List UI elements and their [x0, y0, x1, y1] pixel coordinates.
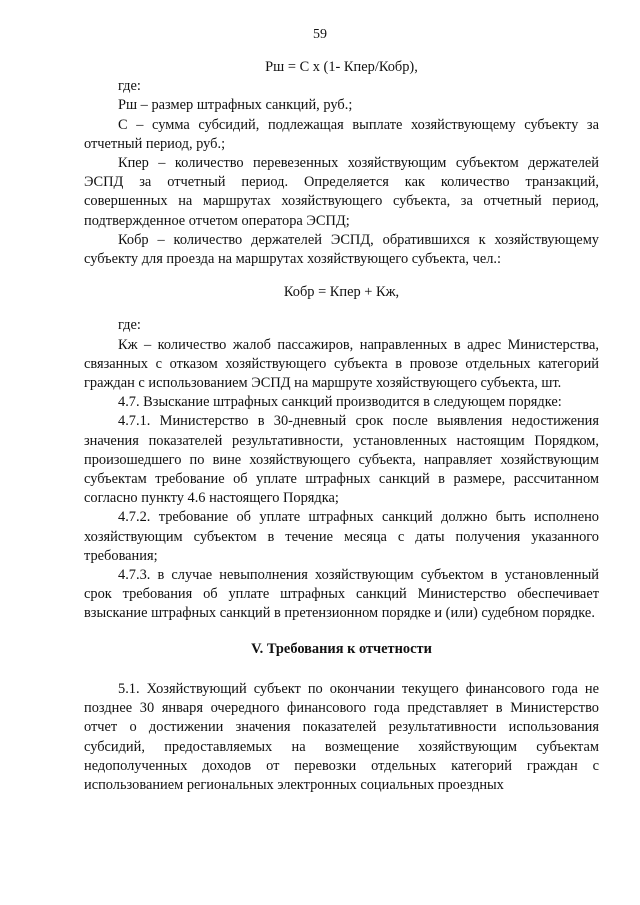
paragraph-4-7: 4.7. Взыскание штрафных санкций производится в следующем порядке:: [118, 394, 562, 411]
page-number: 59: [313, 27, 327, 42]
where-label-1: где:: [118, 78, 141, 95]
penalty-formula: Рш = С х (1- Кпер/Кобр),: [265, 59, 418, 75]
section-heading: V. Требования к отчетности: [251, 640, 432, 657]
definition-rsh: Рш – размер штрафных санкций, руб.;: [118, 97, 353, 114]
paragraph-4-7-1: 4.7.1. Министерство в 30-дневный срок после выявления недостижения значения показателей результативности, установленных настоящим Порядком, произошедшего по вине хозяйствующего субъекта, направляет хозяйствующим субъектам требование об уплате штрафных санкций в размере, рассчитанном согласно пункту 4.6 настоящего Порядка;: [84, 413, 599, 507]
definition-kobr: Кобр – количество держателей ЭСПД, обратившихся к хозяйствующему субъекту для проезда на маршрутах хозяйствующего субъекта, чел.:: [84, 231, 599, 268]
paragraph-4-7-3: 4.7.3. в случае невыполнения хозяйствующим субъектом в установленный срок требования об уплате штрафных санкций Министерство обеспечивает взыскание штрафных санкций в претензионном порядке и (или) судебном порядке.: [84, 567, 599, 622]
definition-kzh: Кж – количество жалоб пассажиров, направленных в адрес Министерства, связанных с отказом хозяйствующего субъекта в провозе отдельных категорий граждан с использованием ЭСПД на маршруте хозяйствующего субъекта, шт.: [84, 336, 599, 392]
definition-c: С – сумма субсидий, подлежащая выплате хозяйствующему субъекту за отчетный период, руб.;: [84, 116, 599, 152]
document-body: [84, 58, 599, 795]
kobr-formula: Кобр = Кпер + Кж,: [283, 284, 400, 301]
where-label-2: где:: [118, 317, 141, 334]
paragraph-4-7-2: 4.7.2. требование об уплате штрафных санкций должно быть исполнено хозяйствующим субъектом в течение месяца с даты получения указанного требования;: [84, 509, 599, 564]
definition-kper: Кпер – количество перевезенных хозяйствующим субъектом держателей ЭСПД за отчетный период. Определяется как количество транзакций, совершенных на маршрутах хозяйствующего субъекта, за отчетный период, подтвержденное отчетом оператора ЭСПД;: [84, 155, 599, 229]
paragraph-5-1: 5.1. Хозяйствующий субъект по окончании текущего финансового года не позднее 30 января очередного финансового года представляет в Министерство отчет о достижении значения показателей результативности использования субсидий, предоставляемых на возмещение хозяйствующим субъектам недополученных доходов от перевозки отдельных категорий граждан с использованием региональных электронных социальных проездных: [84, 680, 599, 793]
